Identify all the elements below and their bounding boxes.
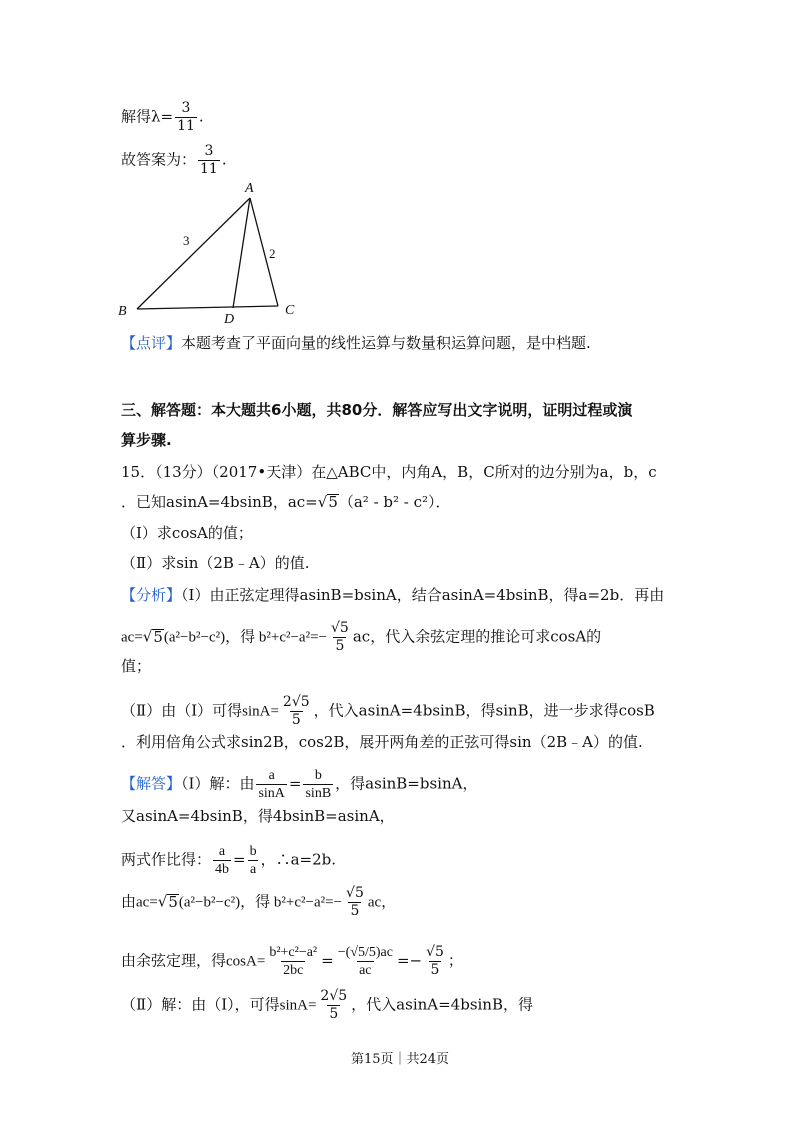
solution-text: 由余弦定理，得 [121,951,227,970]
solution-line1 [121,767,477,802]
equals: = [233,850,246,869]
equals: = [321,951,334,970]
side-bc [137,306,278,309]
sqrt-radicand: 5 [153,627,163,646]
fraction-denominator: 2bc [283,963,304,978]
math-text: cosA= [226,953,266,970]
fraction [336,944,395,979]
solution-line6 [121,988,533,1023]
solution-text: ； [447,951,463,970]
equals: =− [396,951,423,970]
fraction-numerator: a [268,768,275,783]
sqrt-radicand: 5 [328,493,338,511]
fraction-numerator: −(√5/5)ac [337,945,393,960]
review-line [121,333,591,353]
fraction-numerator: √5 [346,885,364,901]
section-heading-line1: 三、解答题：本大题共6小题，共80分．解答应写出文字说明，证明过程或演 [121,401,633,419]
side-ab [137,198,250,309]
label-c: C [285,303,295,318]
fraction [256,767,286,802]
side-ac-length: 2 [269,246,276,261]
segment-ad [233,198,250,308]
analysis-line1 [121,585,664,605]
fraction-numerator: b [249,844,257,859]
period: . [221,150,227,169]
fraction-denominator: 5 [430,962,440,978]
solution-line2: 又asinA=4bsinB，得4bsinB=asinA， [121,807,395,825]
problem-text: （a² - b² - c²）． [338,493,451,511]
review-tag: 【点评】 [121,334,182,352]
fraction-denominator: 4b [215,862,230,877]
question-2: （Ⅱ）求sin（2B﹣A）的值. [121,554,310,572]
solution-tag: 【解答】 [121,774,182,793]
equals: = [288,774,302,793]
fraction-numerator: √5 [426,944,444,960]
fraction-denominator: 5 [350,903,360,919]
fraction-denominator: 11 [177,118,195,134]
math-text: ac= [121,629,143,646]
analysis-tag: 【分析】 [121,586,182,604]
fraction-numerator: 3 [204,143,214,159]
answer-prefix: 解得λ= [121,107,174,126]
solution-text: 两式作比得： [121,850,212,869]
period: . [198,107,204,126]
label-d: D [224,312,235,323]
fraction-numerator: 2√5 [320,988,348,1004]
fraction [248,843,259,878]
final-answer-prefix: 故答案为： [121,150,197,169]
analysis-text: ，代入asinA=4bsinB，得sinB，进一步求得cosB [313,701,655,720]
solution-text: ，得asinB=bsinA， [335,774,478,793]
fraction-denominator: 5 [329,1006,339,1022]
fraction-numerator: b²+c²−a² [269,945,318,960]
analysis-line2: ac=√5(a²−b²−c²)，得 b²+c²−a²=− $\frac{√5}{5}$ ac，代入余弦定理的推论可求cosA的 [121,620,602,654]
label-b: B [118,304,127,319]
fraction-denominator: 5 [335,638,345,654]
fraction-numerator: √5 [331,620,349,636]
solution-text: ，∴a=2b. [260,850,337,869]
problem-statement-line1: 15．（13分）（2017•天津）在△ABC中，内角A，B，C所对的边分别为a，b，c [121,463,657,481]
problem-statement-line2: ．已知asinA=4bsinB，ac=√5（a² - b² - c²）． [121,493,451,511]
fraction [303,767,333,802]
fraction-denominator: sinB [305,786,332,801]
review-text: 本题考查了平面向量的线性运算与数量积运算问题，是中档题. [181,334,591,352]
section-heading-line2: 算步骤. [121,431,172,449]
sqrt-radicand: 5 [168,892,178,911]
page-footer: 第15页｜共24页 [350,1052,450,1067]
triangle-figure [112,178,312,323]
analysis-text: ac，代入余弦定理的推论可求cosA的 [352,627,602,646]
answer-lambda-line [121,100,204,135]
math-text: ac= [136,894,158,911]
analysis-line5: ．利用倍角公式求sin2B，cos2B，展开两角差的正弦可得sin（2B﹣A）的值. [121,733,643,751]
fraction [329,620,351,655]
solution-text: （Ⅱ）解：由（Ⅰ），可得 [121,995,280,1014]
label-a: A [245,181,254,196]
solution-line3 [121,843,336,878]
question-1: （Ⅰ）求cosA的值； [121,524,253,542]
fraction [267,944,319,979]
fraction-numerator: b [314,768,322,783]
math-text: (a²−b²−c²)，得 b²+c²−a²=− [163,629,328,646]
solution-text: （Ⅰ）解：由 [181,774,255,793]
fraction [344,885,366,920]
problem-text: ．已知asinA=4bsinB，ac= [121,493,318,511]
fraction-denominator: ac [359,963,372,978]
analysis-line3: 值； [121,657,152,675]
fraction [318,988,349,1023]
solution-text: 由 [121,892,137,911]
final-answer-line [121,143,227,178]
fraction [424,944,446,979]
fraction-denominator: 5 [291,712,301,728]
analysis-line4 [121,694,655,729]
fraction-denominator: sinA [258,786,285,801]
fraction [213,843,231,878]
fraction-denominator: 11 [200,161,218,177]
side-ab-length: 3 [183,233,190,248]
fraction-denominator: a [249,862,257,877]
fraction-numerator: a [218,844,226,859]
math-text: sinA= [242,703,279,720]
math-text: sinA= [279,997,317,1014]
fraction-numerator: 2√5 [282,694,310,710]
fraction [198,143,220,178]
analysis-text: （Ⅱ）由（Ⅰ）可得 [121,701,243,720]
solution-text: ，代入asinA=4bsinB，得 [351,995,533,1014]
solution-line4: 由ac=√5(a²−b²−c²)，得 b²+c²−a²=− $\frac{√5}{5}$ ac， [121,885,397,919]
fraction [175,100,197,135]
fraction [281,694,312,729]
analysis-text: （Ⅰ）由正弦定理得asinB=bsinA，结合asinA=4bsinB，得a=2b．再由 [181,586,665,604]
math-text: ac， [367,894,397,911]
fraction-numerator: 3 [181,100,191,116]
math-text: (a²−b²−c²)，得 b²+c²−a²=− [178,894,343,911]
solution-line5 [121,944,463,979]
